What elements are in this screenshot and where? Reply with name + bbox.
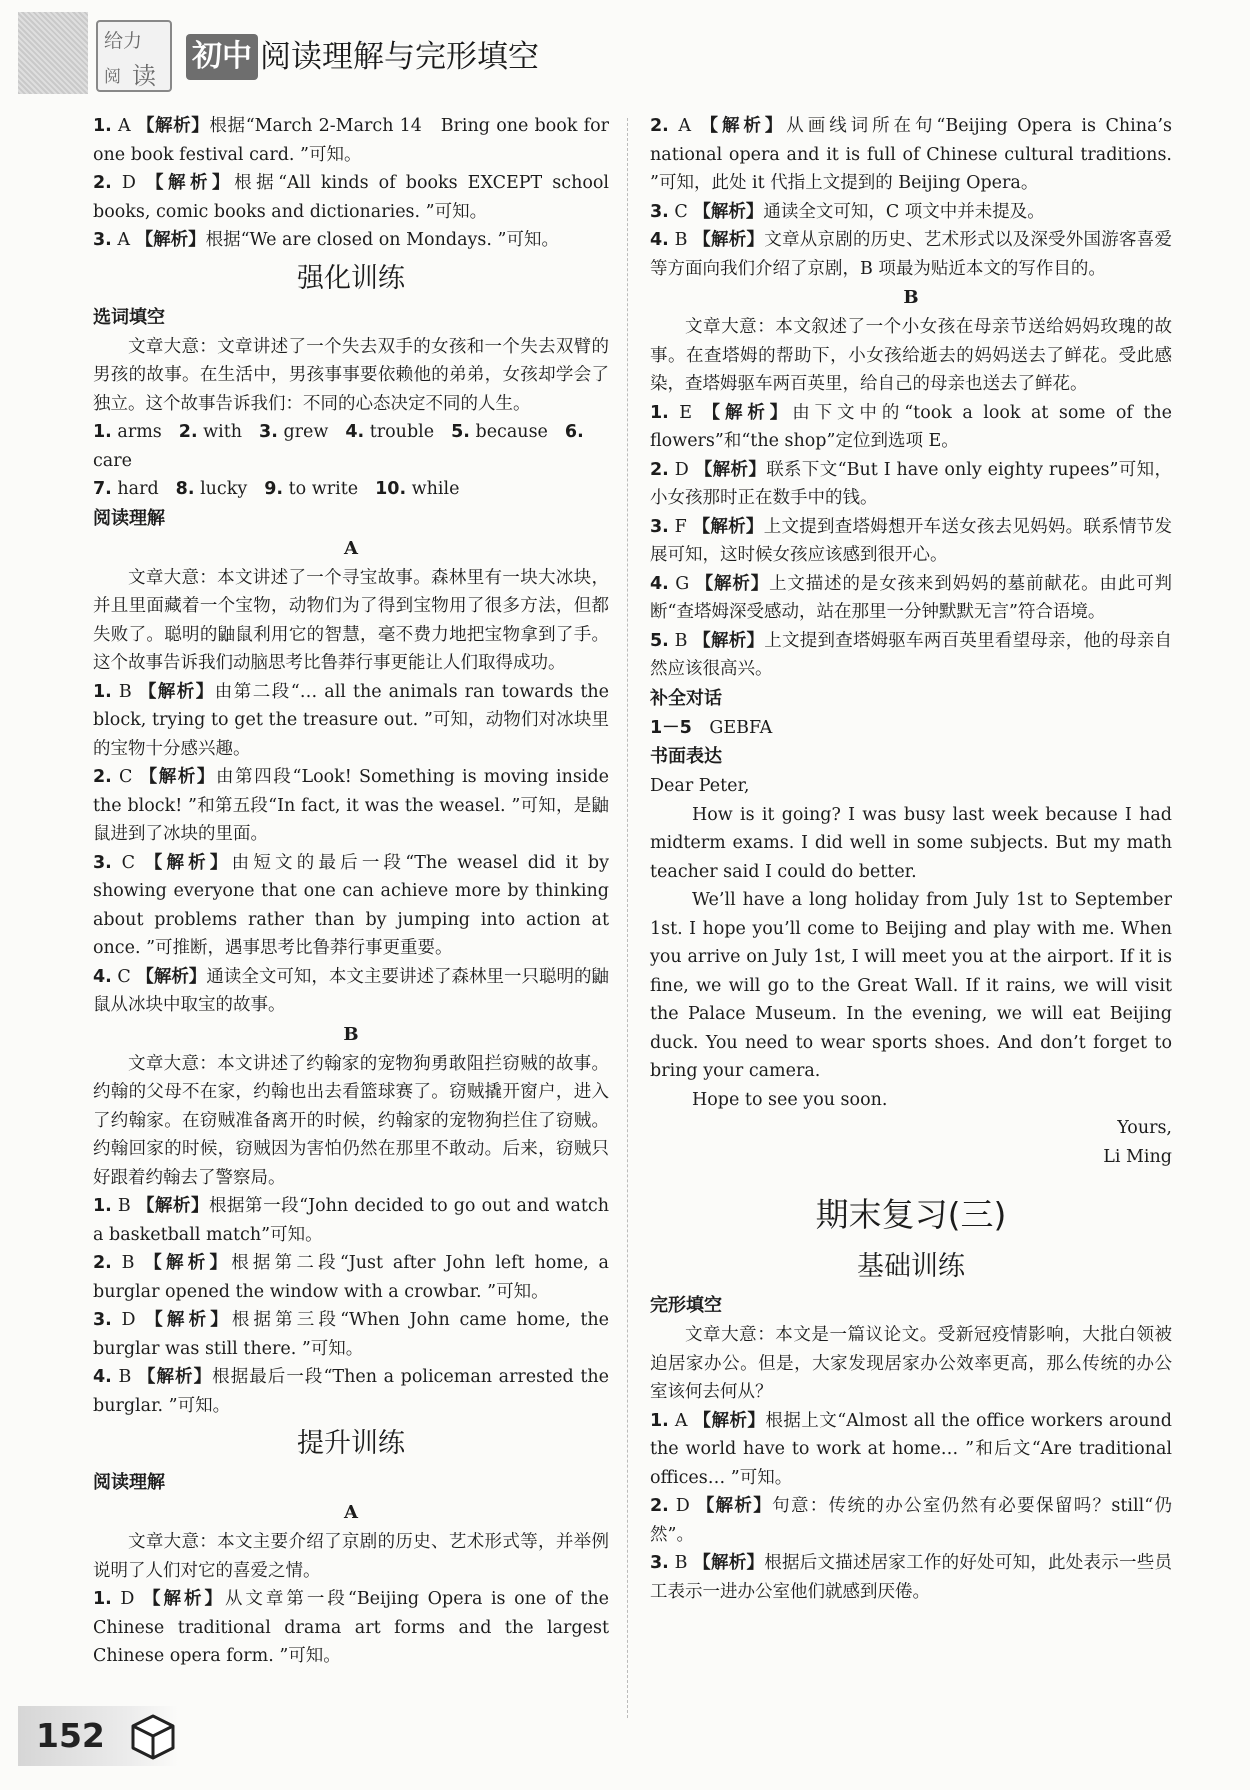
summary-paragraph: 文章大意：本文讲述了一个寻宝故事。森林里有一块大冰块，并且里面藏着一个宝物，动物们为了得到宝物用了很多方法，但都失败了。聪明的鼬鼠利用它的智慧，毫不费力地把宝物拿到了手。这个故事告诉我们动脑思考比鲁莽行事更能让人们取得成功。 [93, 567, 609, 673]
answer-item [93, 1585, 609, 1671]
analysis-tag: 【解析】 [696, 1496, 773, 1516]
answer-list [93, 112, 609, 255]
dialog-answer [650, 714, 1172, 743]
answer-item [650, 570, 1172, 627]
answer-letter: D [111, 1589, 143, 1609]
analysis-text: 由第二段“… all the animals ran towards the block, trying to get the treasure out. ”可知，动物们对冰块里的宝物十分感兴趣。 [93, 681, 610, 759]
word-answer: lucky [194, 479, 248, 499]
answer-number: 3. [650, 1553, 669, 1573]
answer-item [93, 1306, 609, 1363]
answer-number: 2. [650, 116, 669, 136]
word-answer: to write [283, 479, 359, 499]
letter-salutation: Dear Peter, [650, 776, 750, 796]
answer-number: 3. [650, 516, 669, 537]
analysis-tag: 【解析】 [136, 966, 207, 987]
answer-number: 1. [93, 1589, 112, 1609]
word-number: 5. [451, 422, 470, 442]
page-number-box [18, 1706, 178, 1766]
analysis-tag: 【解析】 [693, 1410, 766, 1431]
passage-mark: B [343, 1023, 359, 1045]
right-column [650, 112, 1172, 1606]
answer-item [650, 627, 1172, 684]
answer-item [650, 112, 1172, 198]
answer-number: 4. [93, 966, 112, 987]
analysis-tag: 【解析】 [693, 230, 765, 250]
dialog-ans: GEBFA [691, 717, 773, 738]
answer-number: 2. [93, 1253, 112, 1273]
answer-item [93, 678, 609, 764]
answer-letter: C [111, 852, 145, 873]
analysis-text: 从画线词所在句“Beijing Opera is China’s national opera and it is full of Chinese cultural traditions. ”可知，此处 it 代指上文提到的 Beijing Opera。 [650, 116, 1173, 193]
word-number: 1. [93, 422, 112, 442]
analysis-tag: 【解析】 [144, 852, 232, 873]
word-number: 2. [178, 422, 198, 442]
answer-number: 4. [650, 230, 669, 250]
column-divider [627, 118, 628, 1718]
answer-item [93, 963, 609, 1020]
analysis-tag: 【解析】 [137, 1367, 213, 1387]
answer-letter: B [668, 1553, 694, 1573]
analysis-text: 上文提到查塔姆想开车送女孩去见妈妈。联系情节发展可知，这时候女孩应该感到很开心。 [650, 516, 1172, 565]
analysis-text: 上文描述的是女孩来到妈妈的墓前献花。由此可判断“查塔姆深受感动，站在那里一分钟默默无言”符合语境。 [650, 573, 1173, 622]
answer-item [93, 169, 609, 226]
answer-number: 1. [93, 116, 112, 136]
left-column [93, 112, 609, 1671]
answer-list [650, 399, 1172, 684]
sub-title: 阅读理解 [93, 1472, 165, 1493]
answer-letter: C [111, 767, 140, 787]
answer-letter: D [668, 1496, 697, 1516]
level-tag: 初中 [186, 34, 258, 80]
summary-paragraph: 文章大意：文章讲述了一个失去双手的女孩和一个失去双臂的男孩的故事。在生活中，男孩事事要依赖他的弟弟，女孩却学会了独立。这个故事告诉我们：不同的心态决定不同的人生。 [93, 336, 609, 414]
answer-item [93, 112, 609, 169]
answer-item [93, 763, 609, 849]
analysis-tag: 【解析】 [692, 516, 764, 537]
letter-signature: Li Ming [1103, 1146, 1172, 1167]
analysis-text: 根据后文描述居家工作的好处可知，此处表示一些员工表示一进办公室他们就感到厌倦。 [650, 1553, 1172, 1602]
answer-number: 1. [650, 1410, 669, 1431]
sub-title: 阅读理解 [93, 507, 165, 529]
answer-letter: D [111, 173, 147, 193]
analysis-text: 通读全文可知，本文主要讲述了森林里一只聪明的鼬鼠从冰块中取宝的故事。 [93, 966, 610, 1015]
word-number: 3. [259, 422, 278, 442]
answer-letter: D [111, 1310, 146, 1330]
analysis-text: 根据“We are closed on Mondays. ”可知。 [205, 230, 559, 250]
answer-number: 1. [650, 402, 669, 423]
word-number: 9. [264, 479, 284, 499]
analysis-tag: 【解析】 [144, 1253, 232, 1273]
word-answer: while [406, 479, 460, 499]
letter-paragraph: How is it going? I was busy last week because I had midterm exams. I did well in some subjects. But my math teacher said I could do better. [650, 804, 1172, 882]
answer-item [93, 849, 609, 963]
letter-paragraph: Hope to see you soon. [692, 1089, 888, 1110]
analysis-tag: 【解析】 [695, 573, 770, 594]
answer-number: 1. [93, 681, 112, 702]
answer-letter: A [668, 1410, 694, 1431]
analysis-tag: 【解析】 [700, 116, 787, 136]
analysis-text: 由第四段“Look! Something is moving inside the block! ”和第五段“In fact, it was the weasel. ”可知，是鼬鼠进到了冰块的里面。 [93, 767, 610, 844]
answer-item [93, 1363, 609, 1420]
answer-number: 4. [650, 573, 669, 594]
answer-item [93, 1192, 609, 1249]
analysis-text: 根据最后一段“Then a policeman arrested the burglar. ”可知。 [93, 1367, 609, 1416]
answer-list [650, 112, 1172, 283]
analysis-tag: 【解析】 [694, 459, 767, 480]
word-answer: arms [111, 422, 162, 442]
section-title: 基础训练 [857, 1251, 965, 1282]
answer-number: 5. [650, 630, 669, 651]
word-answer: with [197, 422, 243, 442]
analysis-tag: 【解析】 [146, 173, 235, 193]
answer-letter: E [668, 402, 703, 423]
summary-paragraph: 文章大意：本文叙述了一个小女孩在母亲节送给妈妈玫瑰的故事。在查塔姆的帮助下，小女孩给逝去的妈妈送去了鲜花。受此感染，查塔姆驱车两百英里，给自己的母亲也送去了鲜花。 [650, 317, 1172, 394]
analysis-tag: 【解析】 [136, 116, 210, 136]
answer-number: 1. [93, 1196, 112, 1216]
chapter-title: 期末复习(三) [815, 1195, 1007, 1234]
answer-list [93, 1585, 609, 1671]
answer-item [650, 1407, 1172, 1493]
dialog-num: 1－5 [650, 717, 692, 738]
answer-letter: B [111, 681, 139, 702]
analysis-tag: 【解析】 [693, 1553, 765, 1573]
analysis-tag: 【解析】 [142, 1589, 225, 1609]
answer-letter: B [111, 1367, 138, 1387]
page-number: 152 [36, 1716, 105, 1755]
word-answer: care [93, 450, 132, 471]
answer-number: 2. [650, 459, 669, 480]
analysis-text: 通读全文可知，C 项文中并未提及。 [763, 201, 1045, 222]
answer-letter: D [668, 459, 695, 480]
summary-paragraph: 文章大意：本文是一篇议论文。受新冠疫情影响，大批白领被迫居家办公。但是，大家发现居家办公效率更高，那么传统的办公室该何去何从？ [650, 1325, 1172, 1402]
passage-mark: A [344, 537, 358, 559]
analysis-text: 上文提到查塔姆驱车两百英里看望母亲，他的母亲自然应该很高兴。 [650, 630, 1172, 679]
analysis-tag: 【解析】 [702, 402, 793, 423]
answer-item [650, 1492, 1172, 1549]
answer-letter: B [111, 1196, 137, 1216]
answer-list [93, 1192, 609, 1420]
answer-list [93, 678, 609, 1020]
analysis-text: 根据第三段“When John came home, the burglar was still there. ”可知。 [93, 1310, 610, 1359]
answer-letter: B [668, 230, 694, 250]
brand-text-c: 读 [132, 62, 156, 90]
answer-number: 2. [650, 1496, 669, 1516]
analysis-text: 根据第二段“Just after John left home, a burglar opened the window with a crowbar. ”可知。 [93, 1253, 609, 1302]
word-answer: trouble [364, 422, 435, 442]
analysis-text: 文章从京剧的历史、艺术形式以及深受外国游客喜爱等方面向我们介绍了京剧，B 项最为贴近本文的写作目的。 [650, 230, 1172, 279]
answer-item [93, 1249, 609, 1306]
analysis-text: 联系下文“But I have only eighty rupees”可知，小女孩那时正在数手中的钱。 [650, 459, 1172, 508]
answer-letter: B [111, 1253, 145, 1273]
word-number: 10. [375, 479, 407, 499]
sub-title: 书面表达 [650, 746, 722, 767]
answer-letter: G [668, 573, 696, 594]
letter-closing: Yours, [1117, 1118, 1172, 1138]
analysis-tag: 【解析】 [135, 230, 206, 250]
analysis-tag: 【解析】 [693, 201, 764, 222]
fill-words [93, 418, 609, 504]
answer-number: 4. [93, 1367, 112, 1387]
answer-number: 3. [93, 1310, 112, 1330]
answer-number: 3. [93, 230, 112, 250]
word-number: 7. [93, 479, 112, 499]
fill-words-row [93, 418, 609, 475]
brand-text-b: 阅 [104, 67, 121, 87]
answer-item [93, 226, 609, 255]
sub-title: 补全对话 [650, 687, 722, 709]
answer-item [650, 198, 1172, 227]
brand-logo [96, 20, 172, 92]
analysis-text: 根据上文“Almost all the office workers around the world have to work at home… ”和后文“Are traditional offices… ”可知。 [650, 1410, 1173, 1488]
analysis-text: 根据“March 2-March 14 Bring one book for one book festival card. ”可知。 [93, 116, 610, 165]
analysis-tag: 【解析】 [138, 681, 215, 702]
answer-number: 3. [93, 852, 112, 873]
answer-letter: A [111, 116, 137, 136]
analysis-text: 由短文的最后一段“The weasel did it by showing everyone that one can achieve more by thinking about problems rather than by jumping into action at once. ”可推断，遇事思考比鲁莽行事更重要。 [93, 852, 610, 958]
word-answer: because [469, 422, 548, 442]
analysis-tag: 【解析】 [145, 1310, 232, 1330]
answer-letter: C [111, 966, 137, 987]
answer-letter: A [668, 116, 701, 136]
word-answer: grew [277, 422, 329, 442]
answer-letter: F [668, 516, 693, 537]
word-answer: hard [111, 479, 159, 499]
section-title: 强化训练 [297, 262, 405, 294]
word-number: 8. [175, 479, 195, 499]
analysis-text: 句意：传统的办公室仍然有必要保留吗？still“仍然”。 [650, 1496, 1173, 1545]
sub-title: 选词填空 [93, 306, 165, 328]
summary-paragraph: 文章大意：本文主要介绍了京剧的历史、艺术形式等，并举例说明了人们对它的喜爱之情。 [93, 1532, 609, 1581]
book-title: 阅读理解与完形填空 [260, 39, 539, 75]
cube-icon [128, 1712, 178, 1762]
brand-text-a: 给力 [104, 30, 143, 52]
fill-words-row [93, 475, 609, 504]
page-header [18, 12, 1232, 104]
header-decoration [18, 12, 88, 94]
analysis-text: 从文章第一段“Beijing Opera is one of the Chinese traditional drama art forms and the largest Chinese opera form. ”可知。 [93, 1589, 610, 1666]
analysis-tag: 【解析】 [139, 767, 217, 787]
answer-letter: B [668, 630, 694, 651]
analysis-text: 根据第一段“John decided to go out and watch a basketball match”可知。 [93, 1196, 610, 1245]
model-letter [650, 772, 1172, 1171]
passage-mark: B [903, 287, 919, 308]
answer-number: 3. [650, 201, 669, 222]
answer-number: 2. [93, 173, 112, 193]
summary-paragraph: 文章大意：本文讲述了约翰家的宠物狗勇敢阻拦窃贼的故事。约翰的父母不在家，约翰也出去看篮球赛了。窃贼撬开窗户，进入了约翰家。在窃贼准备离开的时候，约翰家的宠物狗拦住了窃贼。约翰回家的时候，窃贼因为害怕仍然在那里不敢动。后来，窃贼只好跟着约翰去了警察局。 [93, 1053, 609, 1188]
analysis-text: 根据“All kinds of books EXCEPT school books, comic books and dictionaries. ”可知。 [93, 173, 610, 222]
passage-mark: A [344, 1502, 358, 1523]
section-title: 提升训练 [297, 1428, 405, 1459]
answer-number: 2. [93, 767, 112, 787]
answer-item [650, 399, 1172, 456]
analysis-tag: 【解析】 [693, 630, 765, 651]
letter-paragraph: We’ll have a long holiday from July 1st to September 1st. I hope you’ll come to Beijing and play with me. When you arrive on July 1st, I will meet you at the airport. If it is fine, we will go to the Great Wall. If it rains, we will visit the Palace Museum. In the evening, we will eat Beijing duck. You need to wear sports shoes. And don’t forget to bring your camera. [650, 890, 1172, 1081]
answer-list [650, 1407, 1172, 1607]
word-number: 4. [345, 422, 365, 442]
answer-item [650, 456, 1172, 513]
answer-item [650, 226, 1172, 283]
word-number: 6. [564, 422, 584, 442]
answer-letter: A [111, 230, 136, 250]
analysis-tag: 【解析】 [136, 1196, 209, 1216]
answer-letter: C [668, 201, 694, 222]
answer-item [650, 513, 1172, 570]
answer-item [650, 1549, 1172, 1606]
analysis-text: 由下文中的“took a look at some of the flowers”和“the shop”定位到选项 E。 [650, 402, 1173, 451]
sub-title: 完形填空 [650, 1295, 722, 1316]
